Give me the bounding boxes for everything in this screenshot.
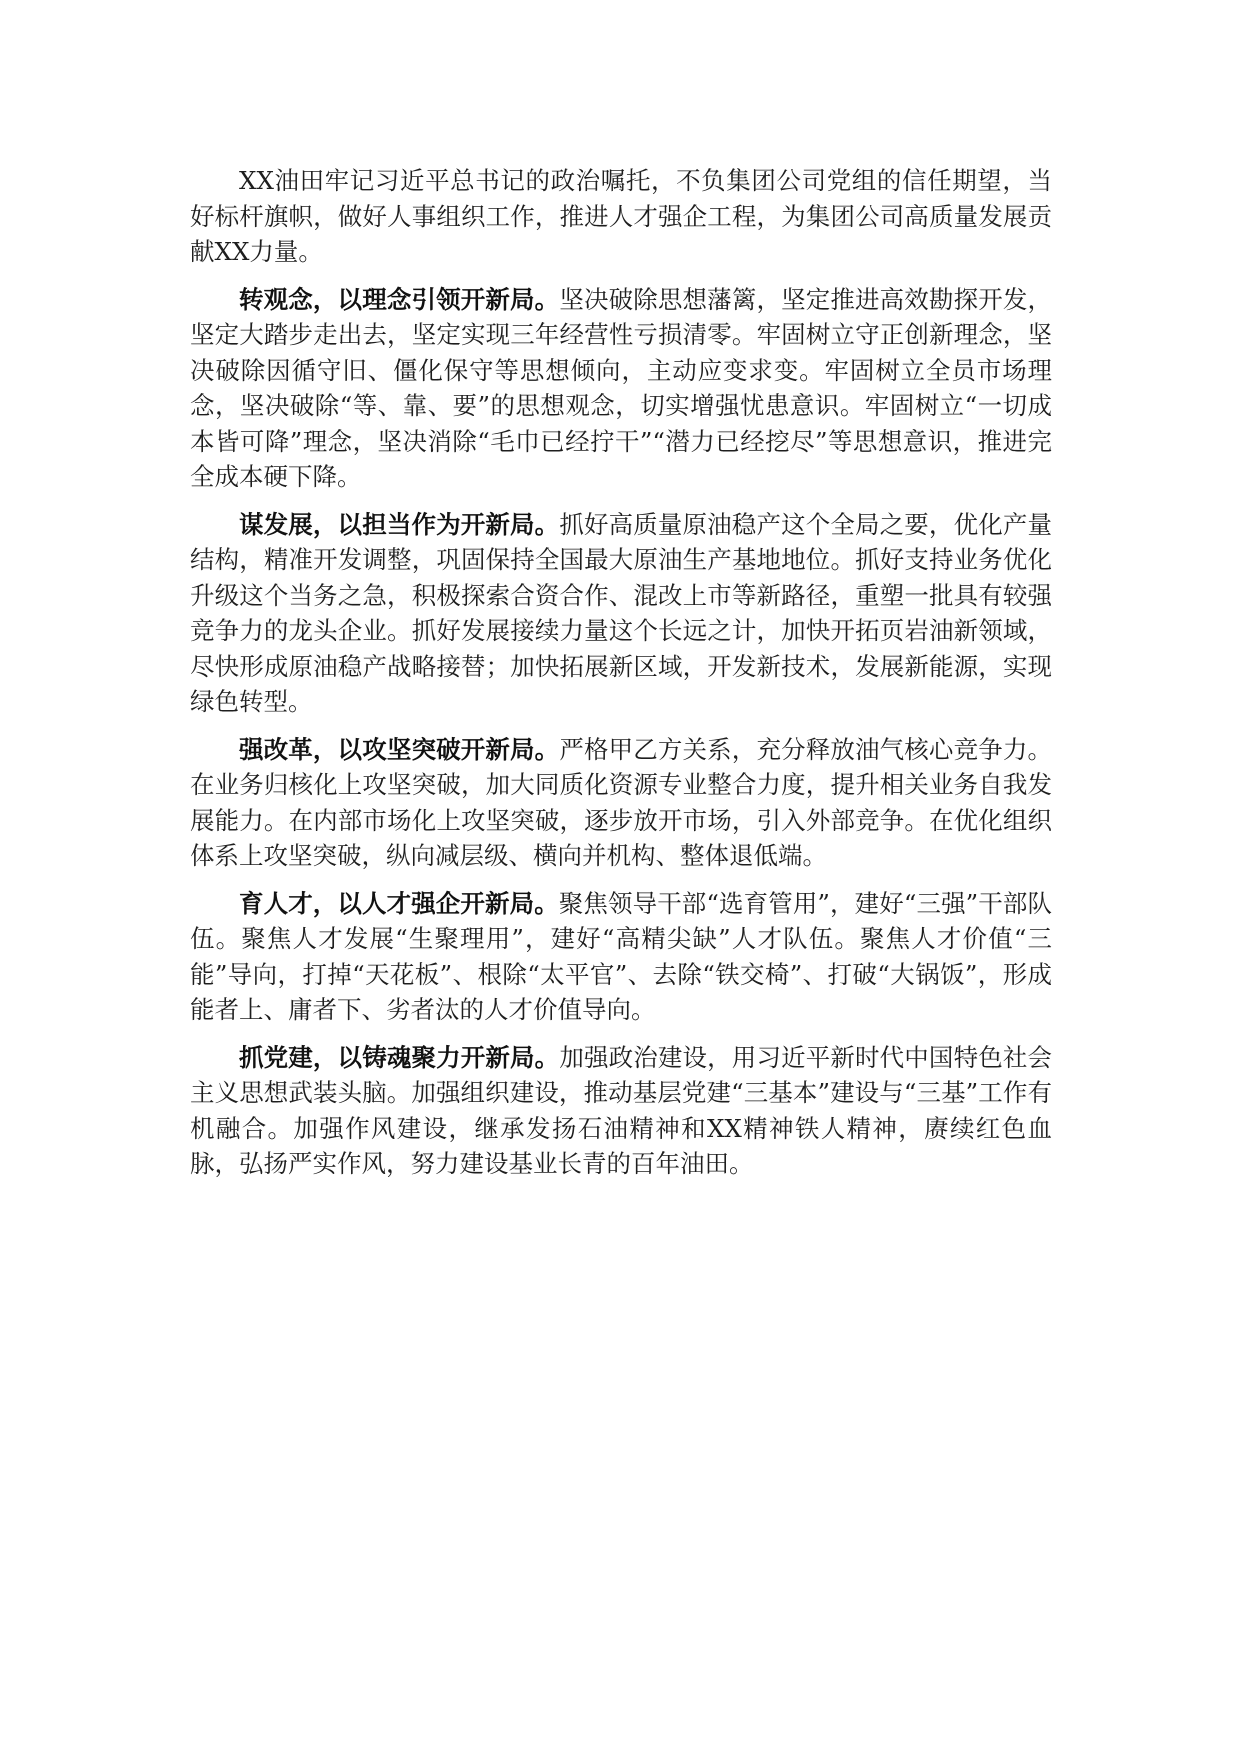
paragraph-lead: 抓党建，以铸魂聚力开新局。 <box>239 1042 560 1072</box>
paragraph-text: 坚决破除思想藩篱，坚定推进高效勘探开发，坚定大踏步走出去，坚定实现三年经营性亏损清零。牢固树立守正创新理念，坚决破除因循守旧、僵化保守等思想倾向，主动应变求变。牢固树立全员市场理念，坚决破除“等、靠、要”的思想观念，切实增强忧患意识。牢固树立“一切成本皆可降”理念，坚决消除“毛巾已经拧干”“潜力已经挖尽”等思想意识，推进完全成本硬下降。 <box>190 284 1052 491</box>
paragraph-talent <box>190 886 1052 1028</box>
paragraph-text: 加强政治建设，用习近平新时代中国特色社会主义思想武装头脑。加强组织建设，推动基层党建“三基本”建设与“三基”工作有机融合。加强作风建设，继承发扬石油精神和XX精神铁人精神，赓续红色血脉，弘扬严实作风，努力建设基业长青的百年油田。 <box>190 1042 1052 1178</box>
paragraph-party-building <box>190 1040 1052 1182</box>
paragraph-text: XX油田牢记习近平总书记的政治嘱托，不负集团公司党组的信任期望，当好标杆旗帜，做好人事组织工作，推进人才强企工程，为集团公司高质量发展贡献XX力量。 <box>190 166 1052 266</box>
paragraph-lead: 强改革，以攻坚突破开新局。 <box>239 734 560 764</box>
paragraph-development <box>190 507 1052 720</box>
paragraph-change-mindset <box>190 282 1052 495</box>
paragraph-lead: 育人才，以人才强企开新局。 <box>239 888 559 918</box>
paragraph-intro <box>190 163 1052 270</box>
paragraph-reform <box>190 732 1052 874</box>
paragraph-lead: 谋发展，以担当作为开新局。 <box>239 509 560 539</box>
paragraph-text: 抓好高质量原油稳产这个全局之要，优化产量结构，精准开发调整，巩固保持全国最大原油生产基地地位。抓好支持业务优化升级这个当务之急，积极探索合资合作、混改上市等新路径，重塑一批具有较强竞争力的龙头企业。抓好发展接续力量这个长远之计，加快开拓页岩油新领域，尽快形成原油稳产战略接替；加快拓展新区域，开发新技术，发展新能源，实现绿色转型。 <box>190 509 1052 716</box>
paragraph-text: 严格甲乙方关系，充分释放油气核心竞争力。在业务归核化上攻坚突破，加大同质化资源专业整合力度，提升相关业务自我发展能力。在内部市场化上攻坚突破，逐步放开市场，引入外部竞争。在优化组织体系上攻坚突破，纵向减层级、横向并机构、整体退低端。 <box>190 734 1052 870</box>
paragraph-text: 聚焦领导干部“选育管用”，建好“三强”干部队伍。聚焦人才发展“生聚理用”，建好“高精尖缺”人才队伍。聚焦人才价值“三能”导向，打掉“天花板”、根除“太平官”、去除“铁交椅”、打破“大锅饭”，形成能者上、庸者下、劣者汰的人才价值导向。 <box>190 888 1052 1024</box>
document-body <box>190 163 1052 1194</box>
paragraph-lead: 转观念，以理念引领开新局。 <box>239 284 560 314</box>
